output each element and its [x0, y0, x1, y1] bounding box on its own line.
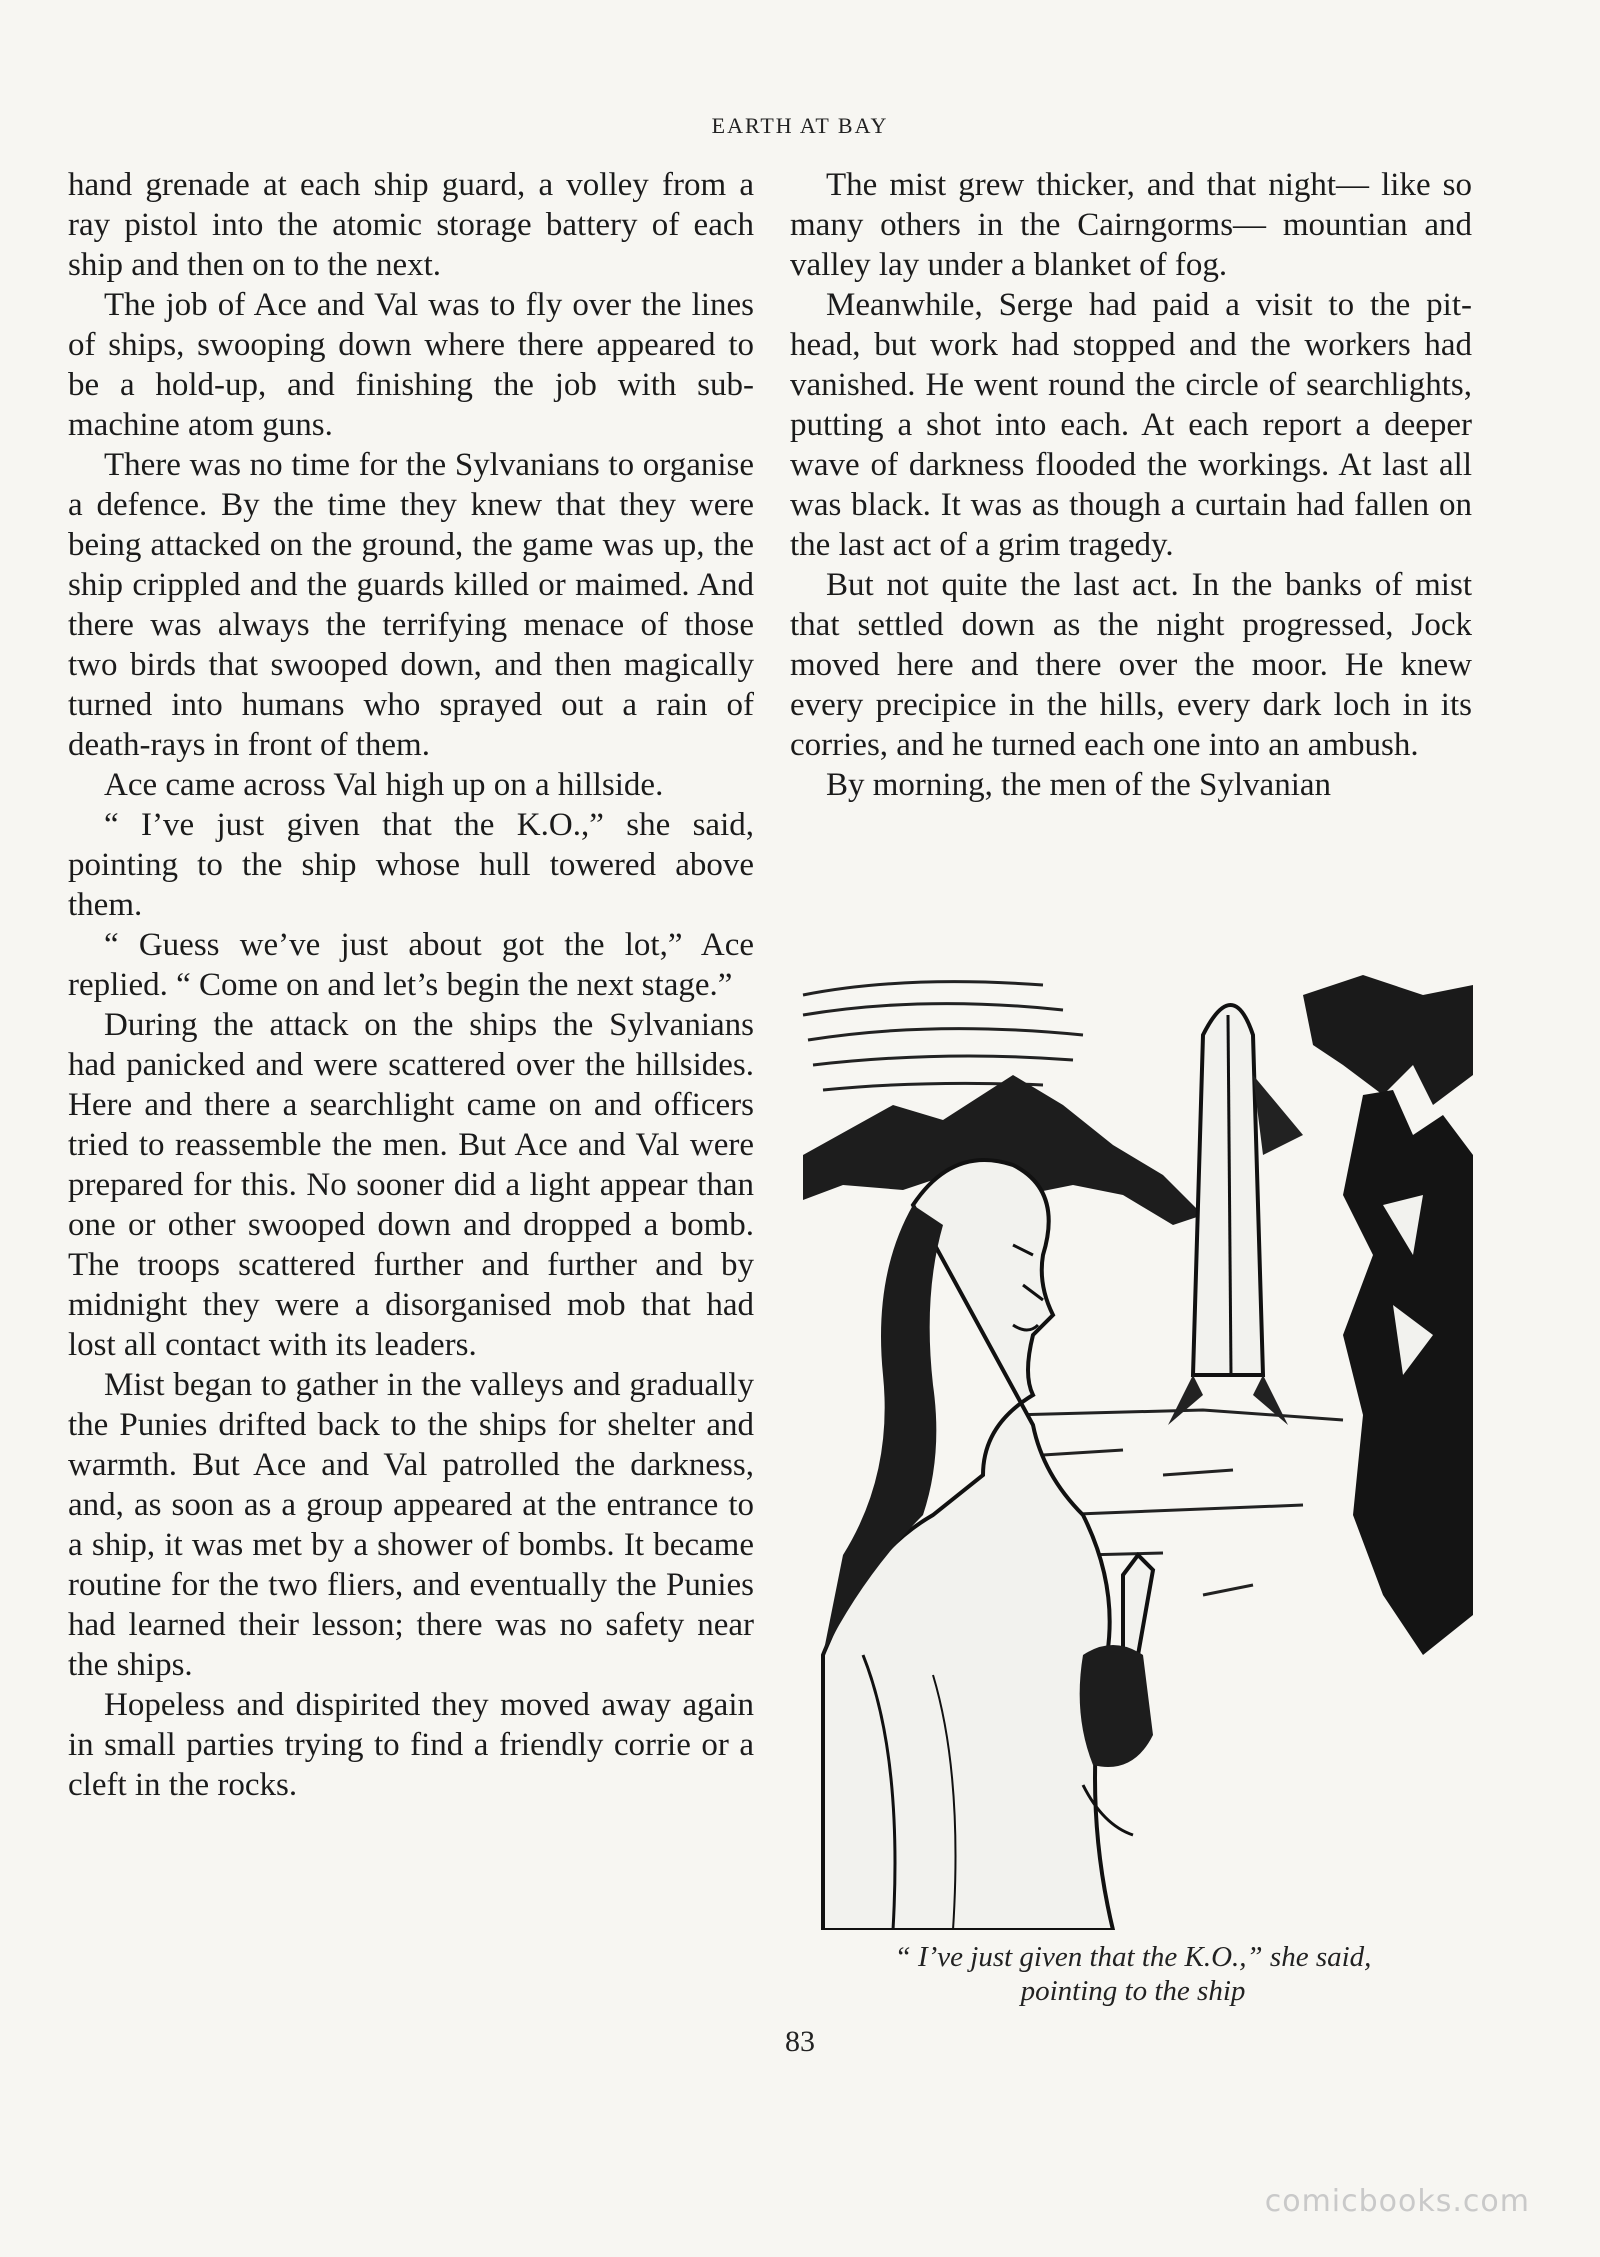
woman-figure	[823, 1160, 1113, 1930]
illustration	[783, 955, 1483, 2050]
paragraph: There was no time for the Sylvanians to organise a defence. By the time they knew that they were being attacked on the ground, the game was up, the ship crippled and the guards killed or maimed. And there was always the terrifying menace of those two birds that swooped down, and then magically turned into humans who sprayed out a rain of death-rays in front of them.	[68, 447, 754, 763]
paragraph: hand grenade at each ship guard, a volley from a ray pistol into the atomic storage battery of each ship and then on to the next.	[68, 167, 754, 283]
paragraph: “ I’ve just given that the K.O.,” she said, pointing to the ship whose hull towered above them.	[68, 807, 754, 923]
illustration-caption	[783, 1940, 1483, 2008]
caption-line: “ I’ve just given that the K.O.,” she said,	[894, 1941, 1372, 1973]
sky-hatching	[803, 982, 1083, 1090]
paragraph: During the attack on the ships the Sylvanians had panicked and were scattered over the hillsides. Here and there a searchlight came on and officers tried to reassemble the men. But Ace and Val were prepared for this. No sooner did a light appear than one or other swooped down and dropped a bomb. The troops scattered further and further and by midnight they were a disorganised mob that had lost all contact with its leaders.	[68, 1007, 754, 1363]
paragraph: The mist grew thicker, and that night— like so many others in the Cairngorms— mountian and valley lay under a blanket of fog.	[790, 167, 1472, 283]
tree	[1303, 975, 1473, 1655]
paragraph: “ Guess we’ve just about got the lot,” Ace replied. “ Come on and let’s begin the next stage.”	[68, 927, 754, 1003]
right-text-column	[790, 165, 1472, 805]
paragraph: The job of Ace and Val was to fly over the lines of ships, swooping down where there appeared to be a hold-up, and finishing the job with sub-machine atom guns.	[68, 287, 754, 443]
page-number: 83	[785, 2025, 815, 2058]
running-title: EARTH AT BAY	[711, 113, 889, 138]
paragraph: Meanwhile, Serge had paid a visit to the pit-head, but work had stopped and the workers had vanished. He went round the circle of searchlights, putting a shot into each. At each report a deeper wave of darkness flooded the workings. At last all was black. It was as though a curtain had fallen on the last act of a grim tragedy.	[790, 287, 1472, 563]
paragraph: Ace came across Val high up on a hillside.	[104, 767, 664, 803]
caption-line: pointing to the ship	[1020, 1975, 1246, 2007]
watermark: comicbooks.com	[1264, 2184, 1530, 2219]
left-text-column	[68, 165, 754, 1805]
paragraph: But not quite the last act. In the banks of mist that settled down as the night progressed, Jock moved here and there over the moor. He knew every precipice in the hills, every dark loch in its corries, and he turned each one into an ambush.	[790, 567, 1472, 763]
paragraph: By morning, the men of the Sylvanian	[826, 767, 1332, 803]
paragraph: Hopeless and dispirited they moved away again in small parties trying to find a friendly corrie or a cleft in the rocks.	[68, 1687, 754, 1803]
paragraph: Mist began to gather in the valleys and gradually the Punies drifted back to the ships for shelter and warmth. But Ace and Val patrolled the darkness, and, as soon as a group appeared at the entrance to a ship, it was met by a shower of bombs. It became routine for the two fliers, and eventually the Punies had learned their lesson; there was no safety near the ships.	[68, 1367, 754, 1683]
illustration-drawing	[783, 955, 1483, 1930]
